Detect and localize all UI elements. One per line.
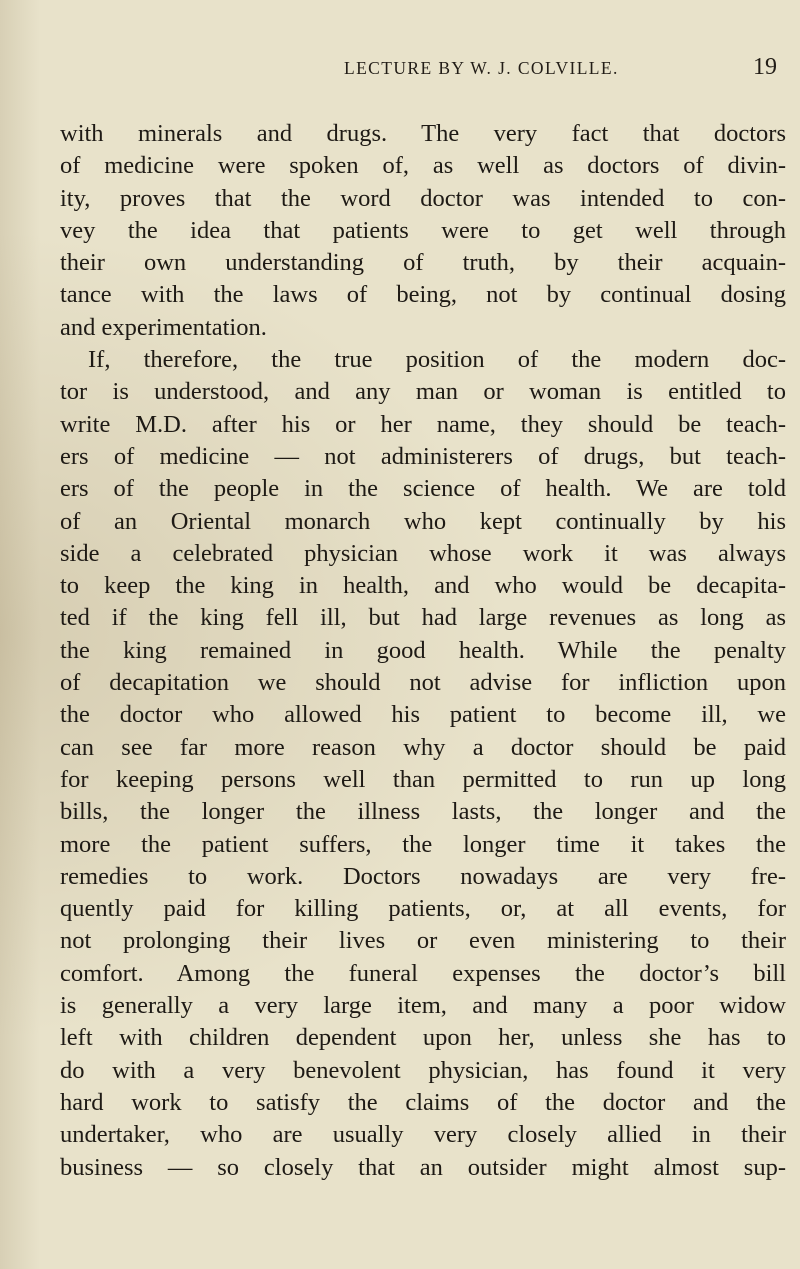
text-line: of medicine were spoken of, as well as doctors of divin- — [60, 152, 786, 180]
text-line: undertaker, who are usually very closely allied in their — [60, 1121, 786, 1149]
text-line: the king remained in good health. While the penalty — [60, 636, 786, 664]
text-line: remedies to work. Doctors nowadays are very fre- — [60, 862, 786, 890]
text-line: not prolonging their lives or even ministering to their — [60, 927, 786, 955]
text-line: hard work to satisfy the claims of the doctor and the — [60, 1088, 786, 1116]
text-line: left with children dependent upon her, unless she has to — [60, 1024, 786, 1052]
text-line: side a celebrated physician whose work it was always — [60, 539, 786, 567]
text-line: of an Oriental monarch who kept continually by his — [60, 507, 786, 535]
page-header — [0, 54, 800, 88]
text-line: to keep the king in health, and who would be decapita- — [60, 572, 786, 600]
text-line: ity, proves that the word doctor was intended to con- — [60, 184, 786, 212]
text-line: can see far more reason why a doctor should be paid — [60, 733, 786, 761]
paragraph-start-line: If, therefore, the true position of the modern doc- — [88, 346, 786, 374]
text-line: more the patient suffers, the longer time it takes the — [60, 830, 786, 858]
body-text — [60, 118, 786, 1184]
text-line: for keeping persons well than permitted to run up long — [60, 765, 786, 793]
text-line: the doctor who allowed his patient to become ill, we — [60, 701, 786, 729]
text-line: ted if the king fell ill, but had large revenues as long as — [60, 604, 786, 632]
text-line: business — so closely that an outsider might almost sup- — [60, 1153, 786, 1181]
text-line: tor is understood, and any man or woman is entitled to — [60, 378, 786, 406]
text-line: and experimentation. — [60, 313, 267, 341]
running-head: LECTURE BY W. J. COLVILLE. — [344, 58, 619, 78]
text-line: of decapitation we should not advise for infliction upon — [60, 669, 786, 697]
text-line: do with a very benevolent physician, has found it very — [60, 1056, 786, 1084]
text-line: comfort. Among the funeral expenses the doctor’s bill — [60, 959, 786, 987]
text-line: ers of the people in the science of health. We are told — [60, 475, 786, 503]
text-line: vey the idea that patients were to get well through — [60, 216, 786, 244]
text-line: quently paid for killing patients, or, at all events, for — [60, 895, 786, 923]
text-line: their own understanding of truth, by their acquain- — [60, 249, 786, 277]
text-line: bills, the longer the illness lasts, the longer and the — [60, 798, 786, 826]
text-line: ers of medicine — not administerers of drugs, but teach- — [60, 442, 786, 470]
text-line: is generally a very large item, and many a poor widow — [60, 992, 786, 1020]
text-line: with minerals and drugs. The very fact that doctors — [60, 120, 786, 147]
text-line: tance with the laws of being, not by continual dosing — [60, 281, 786, 309]
text-line: write M.D. after his or her name, they should be teach- — [60, 410, 786, 438]
page-number: 19 — [753, 54, 777, 80]
